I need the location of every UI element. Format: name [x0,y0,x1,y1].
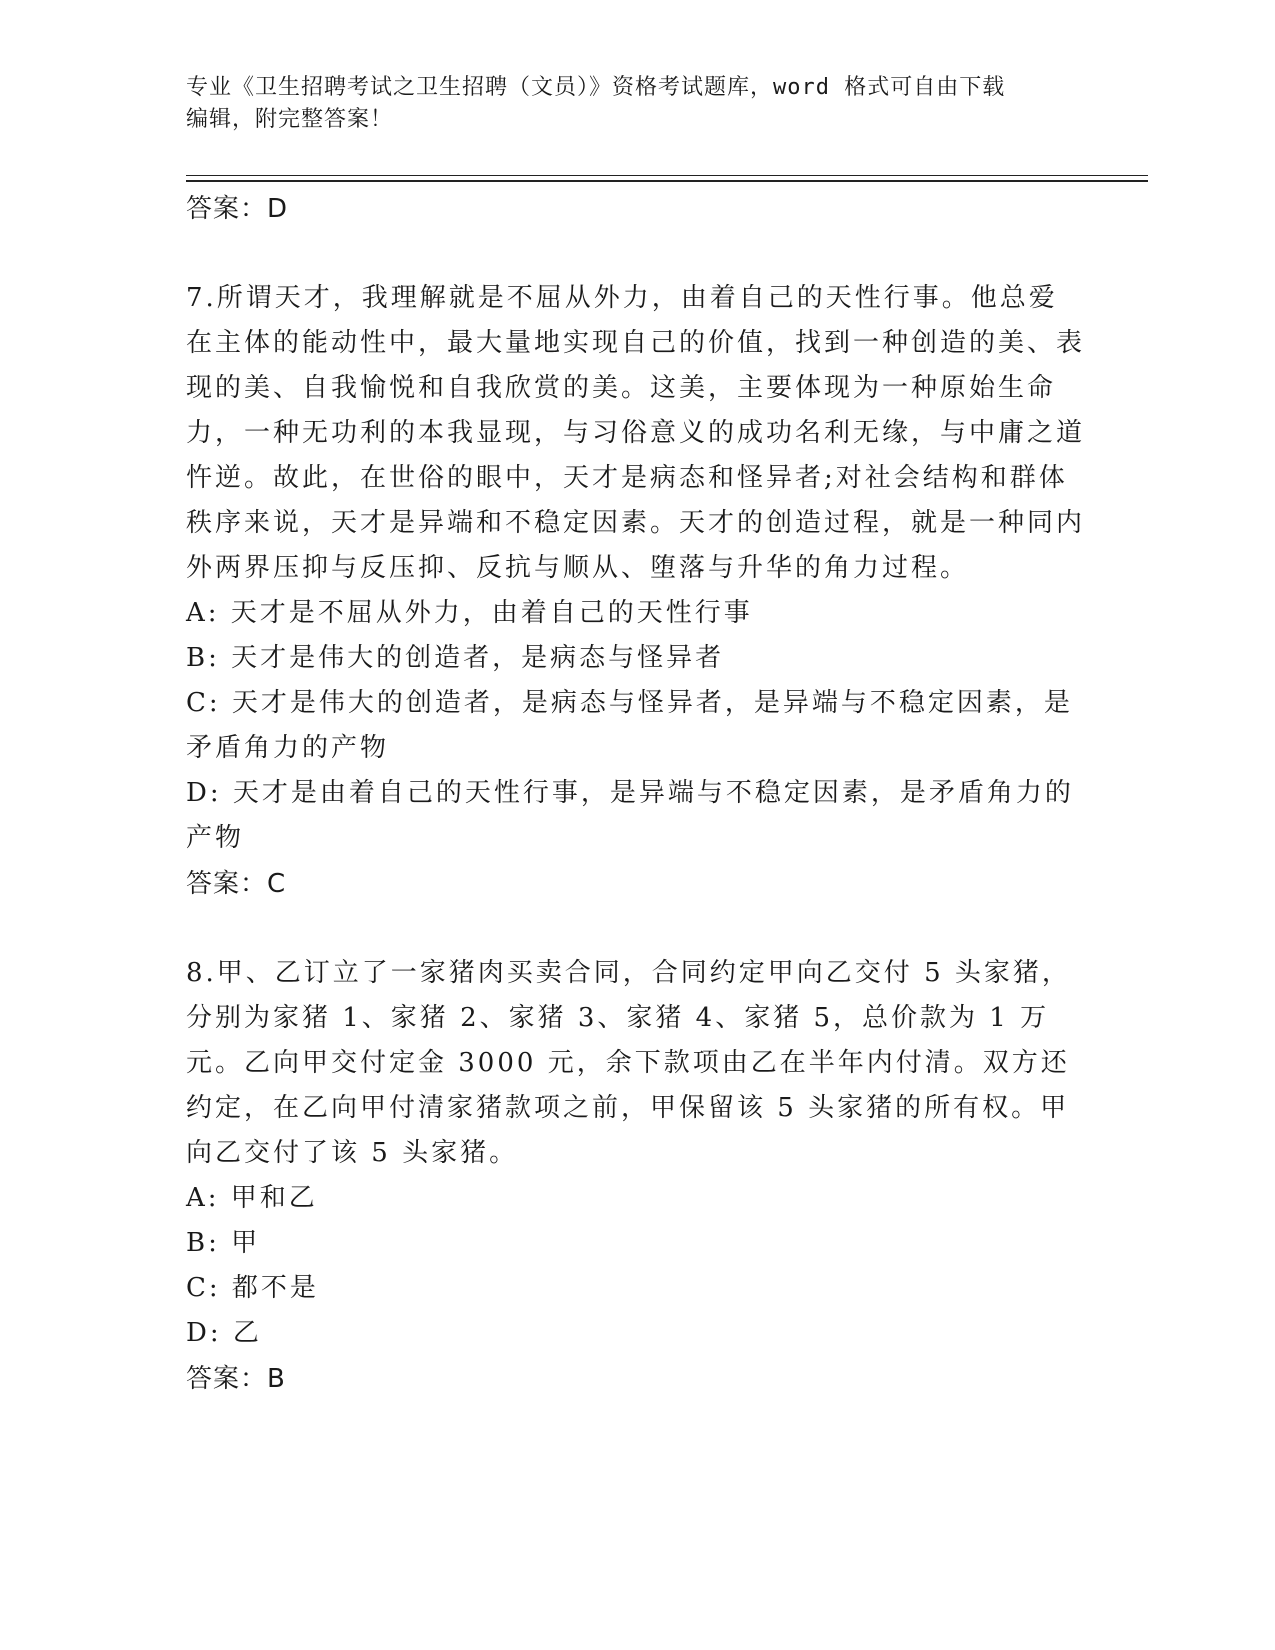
option-c: C: 都不是 [186,1273,319,1303]
question-8 [186,951,1086,1402]
option-b: B: 天才是伟大的创造者，是病态与怪异者 [186,643,725,673]
header-divider-thick [186,180,1148,182]
previous-answer: 答案：D [186,194,289,224]
document-header [186,72,1086,136]
question-text: 8.甲、乙订立了一家猪肉买卖合同，合同约定甲向乙交付 5 头家猪，分别为家猪 1、家猪 2、家猪 3、家猪 4、家猪 5，总价款为 1 万元。乙向甲交付定金 3000 元，余下款项由乙在半年内付清。双方还约定，在乙向甲付清家猪款项之前，甲保留该 5 头家猪的所有权。甲向乙交付了该 5 头家猪。 [186,958,1071,1168]
option-a: A: 天才是不屈从外力，由着自己的天性行事 [186,598,753,628]
option-d: D: 天才是由着自己的天性行事，是异端与不稳定因素，是矛盾角力的产物 [186,778,1074,853]
question-text: 7.所谓天才，我理解就是不屈从外力，由着自己的天性行事。他总爱在主体的能动性中，最大量地实现自己的价值，找到一种创造的美、表现的美、自我愉悦和自我欣赏的美。这美，主要体现为一种原始生命力，一种无功利的本我显现，与习俗意义的成功名利无缘，与中庸之道忤逆。故此，在世俗的眼中，天才是病态和怪异者;对社会结构和群体秩序来说，天才是异端和不稳定因素。天才的创造过程，就是一种同内外两界压抑与反压抑、反抗与顺从、堕落与升华的角力过程。 [186,283,1086,583]
header-line-1: 专业《卫生招聘考试之卫生招聘（文员）》资格考试题库，word 格式可自由下载 [186,75,1006,100]
option-c: C: 天才是伟大的创造者，是病态与怪异者，是异端与不稳定因素，是矛盾角力的产物 [186,688,1073,763]
option-d: D: 乙 [186,1318,262,1348]
question-7 [186,276,1086,907]
option-b: B: 甲 [186,1228,261,1258]
document-body [186,186,1086,1402]
answer: 答案：B [186,1364,286,1394]
header-line-2: 编辑，附完整答案！ [186,107,394,132]
answer: 答案：C [186,869,287,899]
header-divider-thin [186,175,1148,176]
option-a: A: 甲和乙 [186,1183,318,1213]
